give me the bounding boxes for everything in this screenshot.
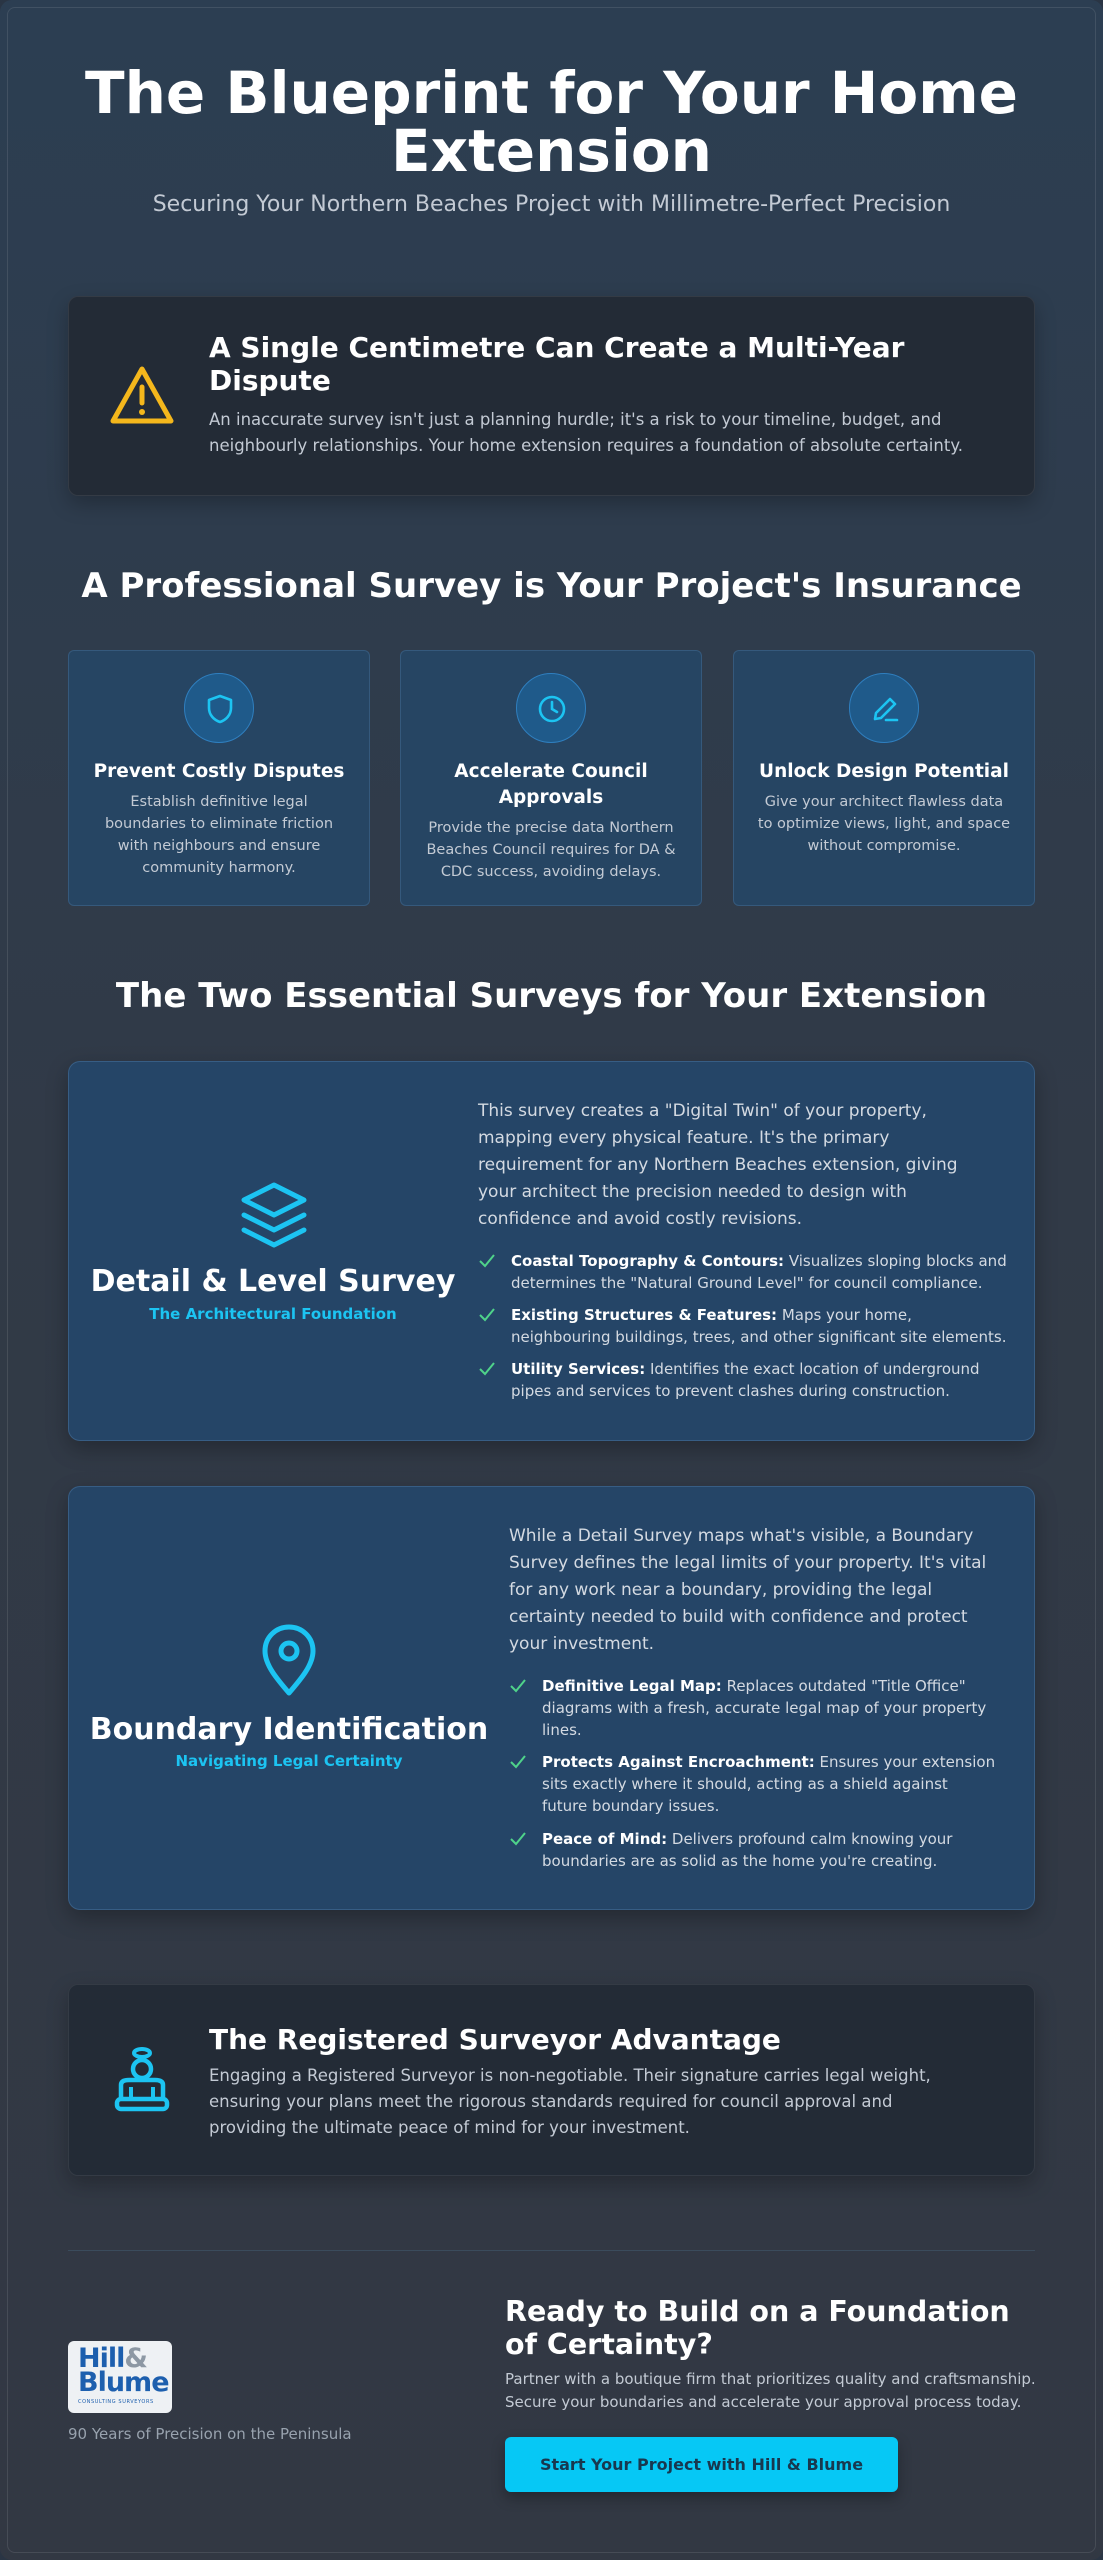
shield-icon	[205, 694, 235, 724]
warning-title: A Single Centimetre Can Create a Multi-Year Dispute	[209, 331, 905, 397]
boundary-survey-card	[68, 1486, 1035, 1910]
footer-divider	[68, 2250, 1035, 2251]
survey-tagline: The Architectural Foundation	[149, 1305, 397, 1323]
insurance-section-title: A Professional Survey is Your Project's Insurance	[81, 566, 1022, 606]
feature-title: Accelerate Council Approvals	[454, 761, 648, 808]
surveys-section-title: The Two Essential Surveys for Your Extension	[115, 976, 988, 1016]
feature-card-design	[733, 650, 1035, 906]
pencil-icon	[870, 694, 900, 724]
survey-bullet: Definitive Legal Map: Replaces outdated "Title Office" diagrams with a fresh, accurate legal map of your property lines.	[542, 1675, 997, 1741]
feature-body: Give your architect flawless data to optimize views, light, and space without compromise.	[757, 794, 1011, 854]
feature-title: Unlock Design Potential	[759, 761, 1009, 782]
survey-name: Detail & Level Survey	[90, 1264, 456, 1299]
survey-tagline: Navigating Legal Certainty	[175, 1752, 403, 1770]
feature-body: Provide the precise data Northern Beaches Council requires for DA & CDC success, avoiding delays.	[426, 820, 676, 880]
survey-bullet: Coastal Topography & Contours: Visualizes sloping blocks and determines the "Natural Ground Level" for council compliance.	[511, 1250, 1011, 1294]
map-pin-icon	[259, 1623, 319, 1697]
feature-card-disputes	[68, 650, 370, 906]
page-title: The Blueprint for Your Home Extension	[85, 59, 1018, 185]
advantage-callout	[68, 1984, 1035, 2176]
surveyor-icon	[113, 2047, 171, 2113]
check-icon	[509, 1830, 527, 1848]
survey-bullet: Peace of Mind: Delivers profound calm knowing your boundaries are as solid as the home you're creating.	[542, 1828, 997, 1872]
layers-icon	[239, 1180, 309, 1250]
feature-icon-badge	[849, 673, 919, 743]
survey-bullet: Protects Against Encroachment: Ensures your extension sits exactly where it should, acting as a shield against future boundary issues.	[542, 1751, 997, 1817]
survey-description: This survey creates a "Digital Twin" of your property, mapping every physical feature. It's the primary requirement for any Northern Beaches extension, giving your architect the precision needed to design with confidence and avoid costly revisions.	[478, 1101, 958, 1229]
feature-icon-badge	[184, 673, 254, 743]
warning-callout	[68, 296, 1035, 496]
company-logo	[68, 2341, 172, 2413]
logo-wordmark: Hill& Blume	[78, 2343, 169, 2398]
check-icon	[478, 1252, 496, 1270]
check-icon	[509, 1677, 527, 1695]
feature-card-approvals	[400, 650, 702, 906]
feature-title: Prevent Costly Disputes	[93, 761, 345, 782]
clock-icon	[537, 694, 567, 724]
boundary-survey-heading	[69, 1487, 509, 1909]
feature-icon-badge	[516, 673, 586, 743]
logo-subtitle: CONSULTING SURVEYORS	[78, 2399, 154, 2405]
advantage-body: Engaging a Registered Surveyor is non-negotiable. Their signature carries legal weight, ensuring your plans meet the rigorous standards required for council approval and providing the ultimate peace of mind for your investment.	[209, 2066, 931, 2137]
page-subtitle: Securing Your Northern Beaches Project with Millimetre-Perfect Precision	[152, 192, 951, 217]
survey-description: While a Detail Survey maps what's visible, a Boundary Survey defines the legal limits of your property. It's vital for any work near a boundary, providing the legal certainty needed to build with confidence and protect your investment.	[509, 1526, 987, 1654]
detail-survey-heading	[69, 1062, 477, 1440]
survey-name: Boundary Identification	[89, 1712, 489, 1747]
check-icon	[478, 1360, 496, 1378]
advantage-title: The Registered Surveyor Advantage	[209, 2023, 781, 2056]
warning-triangle-icon	[109, 365, 175, 427]
start-project-button[interactable]: Start Your Project with Hill & Blume	[505, 2437, 898, 2492]
check-icon	[509, 1753, 527, 1771]
cta-title: Ready to Build on a Foundation of Certainty?	[505, 2295, 1010, 2361]
cta-body: Partner with a boutique firm that prioritizes quality and craftsmanship. Secure your boundaries and accelerate your approval process today.	[505, 2370, 1036, 2411]
detail-survey-card	[68, 1061, 1035, 1441]
warning-body: An inaccurate survey isn't just a planning hurdle; it's a risk to your timeline, budget, and neighbourly relationships. Your home extension requires a foundation of absolute certainty.	[209, 410, 963, 455]
company-tagline: 90 Years of Precision on the Peninsula	[68, 2425, 352, 2443]
survey-bullet: Existing Structures & Features: Maps your home, neighbouring buildings, trees, and other significant site elements.	[511, 1304, 1011, 1348]
feature-body: Establish definitive legal boundaries to eliminate friction with neighbours and ensure community harmony.	[104, 794, 334, 876]
check-icon	[478, 1306, 496, 1324]
survey-bullet: Utility Services: Identifies the exact location of underground pipes and services to prevent clashes during construction.	[511, 1358, 1011, 1402]
